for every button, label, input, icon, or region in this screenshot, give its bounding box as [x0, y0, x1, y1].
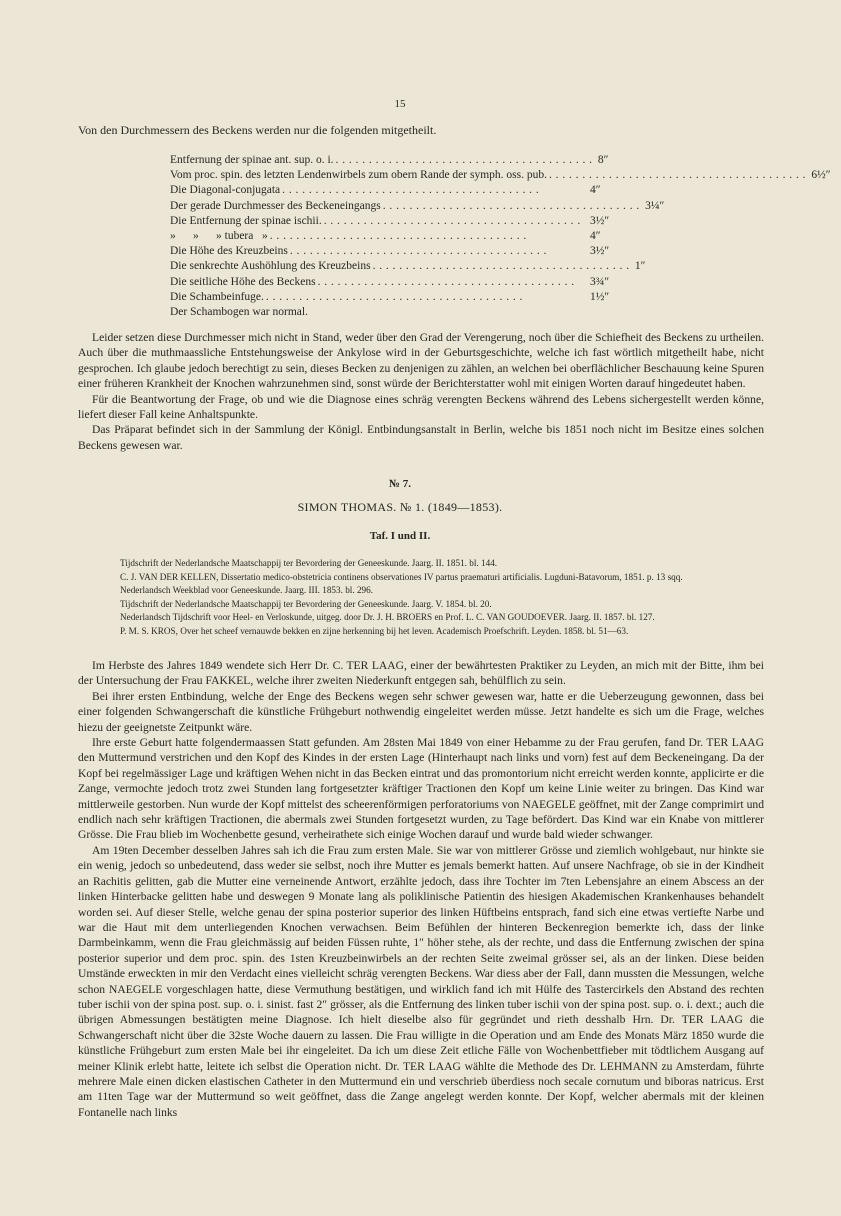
reference-item: P. M. S. KROS, Over het scheef vernauwde bekken en zijne herkenning bij het leven. Academisch Proefschrift. Leyden. 1858. bl. 51—63.: [120, 625, 629, 636]
measurement-row: Die Schambeinfuge. ....................................... 1½″: [170, 290, 620, 305]
measurement-row: [170, 305, 620, 320]
measurement-label: Die seitliche Höhe des Beckens: [170, 275, 316, 288]
measurement-value: 4″: [590, 230, 601, 243]
reference-item: Nederlandsch Tijdschrift voor Heel- en Verloskunde, uitgeg. door Dr. J. H. BROERS en Prof. L. C. VAN GOUDOEVER. Jaarg. II. 1857. bl. 127.: [120, 612, 655, 623]
paragraph: Bei ihrer ersten Entbindung, welche der Enge des Beckens wegen sehr schwer gewesen war, hatte er die Ueberzeugung gewonnen, dass bei einer folgenden Schwangerschaft die künstliche Frühgeburt nothwendig eingeleitet werden müsse. Jetzt handelte es sich um die Frage, welches hiezu der geeignetste Zeitpunkt wäre.: [78, 689, 764, 734]
measurement-label: Der Schambogen war normal.: [170, 306, 308, 319]
intro-line: Von den Durchmessern des Beckens werden nur die folgenden mitgetheilt.: [78, 123, 437, 137]
measurement-label: Der gerade Durchmesser des Beckeneingangs: [170, 199, 381, 212]
reference-item: Tijdschrift der Nederlandsche Maatschappij ter Bevordering der Geneeskunde. Jaarg. II. 1851. bl. 144.: [120, 558, 498, 568]
measurement-row: Entfernung der spinae ant. sup. o. i. ....................................... 8″: [170, 153, 620, 168]
measurement-label: Die Schambeinfuge.: [170, 290, 264, 303]
measurement-value: 1″: [634, 260, 646, 273]
measurement-label: Die Höhe des Kreuzbeins: [170, 245, 288, 258]
measurement-label: Die Diagonal-conjugata: [170, 184, 281, 197]
measurement-row: Die senkrechte Aushöhlung des Kreuzbeins ....................................... 1″: [170, 259, 620, 274]
references-list: [120, 557, 760, 639]
page-number: 15: [394, 98, 406, 110]
case-number: № 7.: [388, 478, 412, 490]
measurement-label: » » » tubera »: [170, 230, 268, 243]
paragraph: Ihre erste Geburt hatte folgendermaassen Statt gefunden. Am 28sten Mai 1849 von einer Hebamme zu der Frau gerufen, fand Dr. TER LAAG den Muttermund verstrichen und den Kopf des Kindes in der ersten Lage (Hinterhaupt nach links und vorn) fest auf dem Beckeneingang. Da der Kopf bei regelmässiger Lage und kräftigen Wehen nicht in das Becken eintrat und das promontorium nicht erreicht werden konnte, applicirte er die Zange, vermochte jedoch trotz zwei Stunden lang fortgesetzter kräftiger Tractionen den Kopf um keine Linie weiter zu bringen. Das Kind war mittlerweile gestorben. Nun wurde der Kopf mittelst des scheerenförmigen perforatoriums von NAEGELE geöffnet, mit der Zange comprimirt und endlich nach sehr kräftigen Tractionen, die abermals zwei Stunden fortgesetzt wurden, zu Tage befördert. Das Kind war ein Knabe von mittlerer Grösse. Die Frau blieb im Wochenbette gesund, verheirathete sich einige Wochen darauf und wurde bald wieder schwanger.: [78, 736, 764, 842]
measurement-label: Entfernung der spinae ant. sup. o. i.: [170, 154, 334, 166]
case-narrative: [78, 658, 764, 1120]
measurement-value: 8″: [597, 154, 609, 166]
paragraph: Am 19ten December desselben Jahres sah ich die Frau zum ersten Male. Sie war von mittlerer Grösse und ziemlich wohlgebaut, nur hinkte sie ein wenig, jedoch so unbedeutend, dass weder sie selbst, noch ihre Mutter es jemals bemerkt hatten. Auf unsere Nachfrage, ob sie in der Kindheit an Rachitis gelitten, gab die Mutter eine verneinende Antwort, erzählte jedoch, dass ihre Tochter im 7ten Lebensjahre an einem Abscess an der linken Hinterbacke gelitten habe und deswegen 9 Monate lang als poliklinische Patientin des hiesigen Akademischen Krankenhauses behandelt worden sei. Auf dieser Stelle, welche genau der spina posterior superior des linken Hüftbeins entsprach, fand sich eine etwas vertiefte Narbe und war die Haut mit dem unterliegenden Knochen verwachsen. Beim Befühlen der hinteren Beckenregion bemerkte ich, dass der linke Darmbeinkamm, wenn die Frau gleichmässig auf beiden Füssen ruhte, 1″ höher stehe, als der rechte, und dass die Entfernung zwischen der spina posterior superior und dem proc. spin. des 1sten Kreuzbeinwirbels an der rechten Seite zweimal grösser sei, als an der linken. Diese beiden Umstände erweckten in mir den Verdacht eines vielleicht schräg verengten Beckens. War diess aber der Fall, dann mussten die Messungen, welche schon NAEGELE vorgeschlagen hatte, diese Vermuthung bestätigen, und wirklich fand ich mit Hülfe des Tastercirkels den Abstand des rechten tuber ischii von der spina post. sup. o. i. sinist. fast 2″ grösser, als die Entfernung des linken tuber ischii von der spina post. sup. o. i. dext.; auch die übrigen Abmessungen bestätigten meine Diagnose. Ich hielt dieselbe also für gegründet und rieth desshalb Hrn. Dr. TER LAAG die Schwangerschaft nicht über die 32ste Woche dauern zu lassen. Die Frau willigte in die Operation und am Ende des Monats März 1850 wurde die künstliche Frühgeburt zum ersten Male bei ihr eingeleitet. Da ich um diese Zeit etliche Fälle von Wochenbettfieber mit tödtlichem Ausgang auf meiner Klinik erlebt hatte, leitete ich selbst die Operation nicht. Dr. TER LAAG wählte die Methode des Dr. LEHMANN zu Amsterdam, führte mehrere Male einen dicken elastischen Catheter in den Muttermund ein und verschrieb überdiess noch secale cornutum und biboras natricus. Erst am 11ten Tage war der Muttermund so weit geöffnet, dass die Zange angelegt werden konnte. Der Kopf, welcher abermals mit der kleinen Fontanelle nach links: [78, 843, 764, 1119]
case-title: SIMON THOMAS. № 1. (1849—1853).: [297, 500, 503, 514]
reference-item: Nederlandsch Weekblad voor Geneeskunde. Jaarg. III. 1853. bl. 296.: [120, 585, 374, 596]
measurement-list: [170, 153, 831, 320]
measurement-value: 3½″: [590, 214, 610, 227]
reference-item: Tijdschrift der Nederlandsche Maatschappij ter Bevordering der Geneeskunde. Jaarg. V. 1854. bl. 20.: [120, 598, 492, 609]
measurement-row: Die Höhe des Kreuzbeins ....................................... 3½″: [170, 244, 620, 259]
measurement-row: Die Diagonal-conjugata ....................................... 4″: [170, 183, 620, 198]
measurement-label: Die Entfernung der spinae ischii.: [170, 214, 322, 227]
measurement-value: 1½″: [590, 290, 610, 303]
measurement-row: » » » tubera » ....................................... 4″: [170, 229, 620, 244]
measurement-value: 3¼″: [645, 199, 665, 212]
paragraph: Leider setzen diese Durchmesser mich nicht in Stand, weder über den Grad der Verengerung, noch über die Schiefheit des Beckens zu urtheilen. Auch über die muthmaassliche Entstehungsweise der Ankylose wird in der Geburtsgeschichte, welche ich fast wörtlich mitgetheilt habe, nicht gesprochen. Ich glaube jedoch berechtigt zu sein, dieses Becken zu denjenigen zu zählen, an welchen bei oberflächlicher Beschauung keine Spuren einer früheren Krankheit der Knochen wahrzunehmen sind, sonst würde der Berichterstatter wohl mit einigen Worten darauf hingedeutet haben.: [78, 331, 764, 391]
measurement-value: 3½″: [590, 245, 610, 258]
paragraph: Für die Beantwortung der Frage, ob und wie die Diagnose eines schräg verengten Beckens während des Lebens sichergestellt werden könne, liefert dieser Fall keine Anhaltspunkte.: [78, 392, 764, 422]
measurement-label: Die senkrechte Aushöhlung des Kreuzbeins: [170, 260, 371, 273]
measurement-row: Die seitliche Höhe des Beckens ....................................... 3¾″: [170, 275, 620, 290]
measurement-row: Der gerade Durchmesser des Beckeneingangs ....................................... 3¼″: [170, 199, 620, 214]
measurement-row: Vom proc. spin. des letzten Lendenwirbels zum obern Rande der symph. oss. pub. ....................................... 6½″: [170, 168, 620, 183]
measurement-value: 4″: [590, 184, 601, 197]
measurement-value: 3¾″: [590, 275, 610, 288]
discussion-text: [78, 330, 764, 453]
measurement-label: Vom proc. spin. des letzten Lendenwirbels zum obern Rande der symph. oss. pub.: [170, 169, 547, 182]
measurement-row: Die Entfernung der spinae ischii. ....................................... 3½″: [170, 214, 620, 229]
paragraph: Im Herbste des Jahres 1849 wendete sich Herr Dr. C. TER LAAG, einer der bewährtesten Praktiker zu Leyden, an mich mit der Bitte, ihm bei der Untersuchung der Frau FAKKEL, welche ihrer zweiten Niederkunft entgegen sah, behülflich zu sein.: [78, 659, 764, 688]
measurement-value: 6½″: [811, 169, 831, 182]
plates-heading: Taf. I und II.: [369, 530, 431, 542]
paragraph: Das Präparat befindet sich in der Sammlung der Königl. Entbindungsanstalt in Berlin, welche bis 1851 noch nicht im Besitze eines solchen Beckens gewesen war.: [78, 423, 764, 452]
reference-item: C. J. VAN DER KELLEN, Dissertatio medico-obstetricia continens observationes IV partus praematuri artificialis. Lugduni-Batavorum, 1851. p. 13 sqq.: [120, 571, 683, 582]
